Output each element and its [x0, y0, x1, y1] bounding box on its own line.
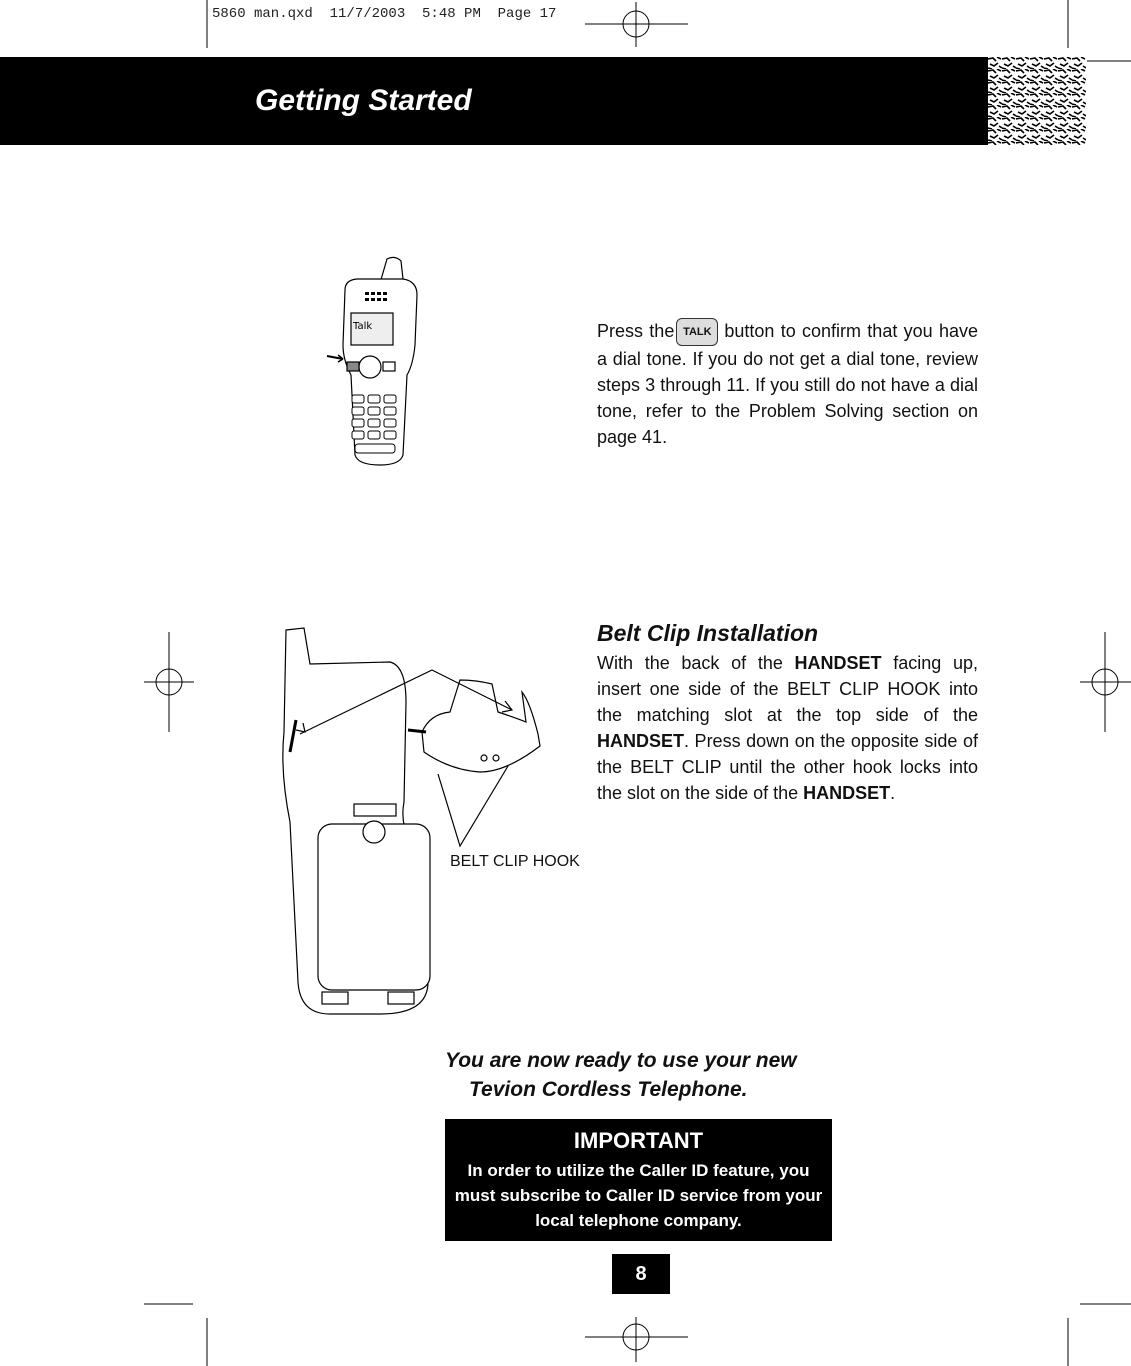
- belt-clip-hook-callout: BELT CLIP HOOK: [450, 853, 580, 870]
- print-slug: 5860 man.qxd 11/7/2003 5:48 PM Page 17: [212, 6, 557, 22]
- important-body: In order to utilize the Caller ID feature, you must subscribe to Caller ID service from your local telephone company.: [454, 1161, 823, 1230]
- belt-clip-illustration: [260, 622, 580, 1022]
- screen-text: Talk: [353, 321, 373, 332]
- important-title: IMPORTANT: [573, 1128, 704, 1153]
- important-notice: [445, 1119, 832, 1241]
- ready-message: You are now ready to use your new Tevion Cordless Telephone.: [445, 1049, 797, 1101]
- header-banner: [0, 57, 988, 145]
- noise-pattern: [988, 57, 1086, 145]
- belt-clip-heading: Belt Clip Installation: [597, 620, 819, 646]
- handset-front-illustration: [325, 255, 435, 470]
- page-title: Getting Started: [255, 84, 472, 117]
- talk-key-icon: TALK: [676, 318, 718, 346]
- belt-clip-instructions: With the back of the HANDSET facing up, insert one side of the BELT CLIP HOOK into the matching slot at the top side of the HANDSET. Press down on the opposite side of the BELT CLIP until the other hook locks into the slot on the side of the HANDSET.: [597, 653, 978, 803]
- page-number: 8: [612, 1254, 670, 1294]
- talk-instructions: Press the TALK button to confirm that you have a dial tone. If you do not get a dial tone, review steps 3 through 11. If you still do not have a dial tone, refer to the Problem Solving section on page 41.: [597, 318, 978, 450]
